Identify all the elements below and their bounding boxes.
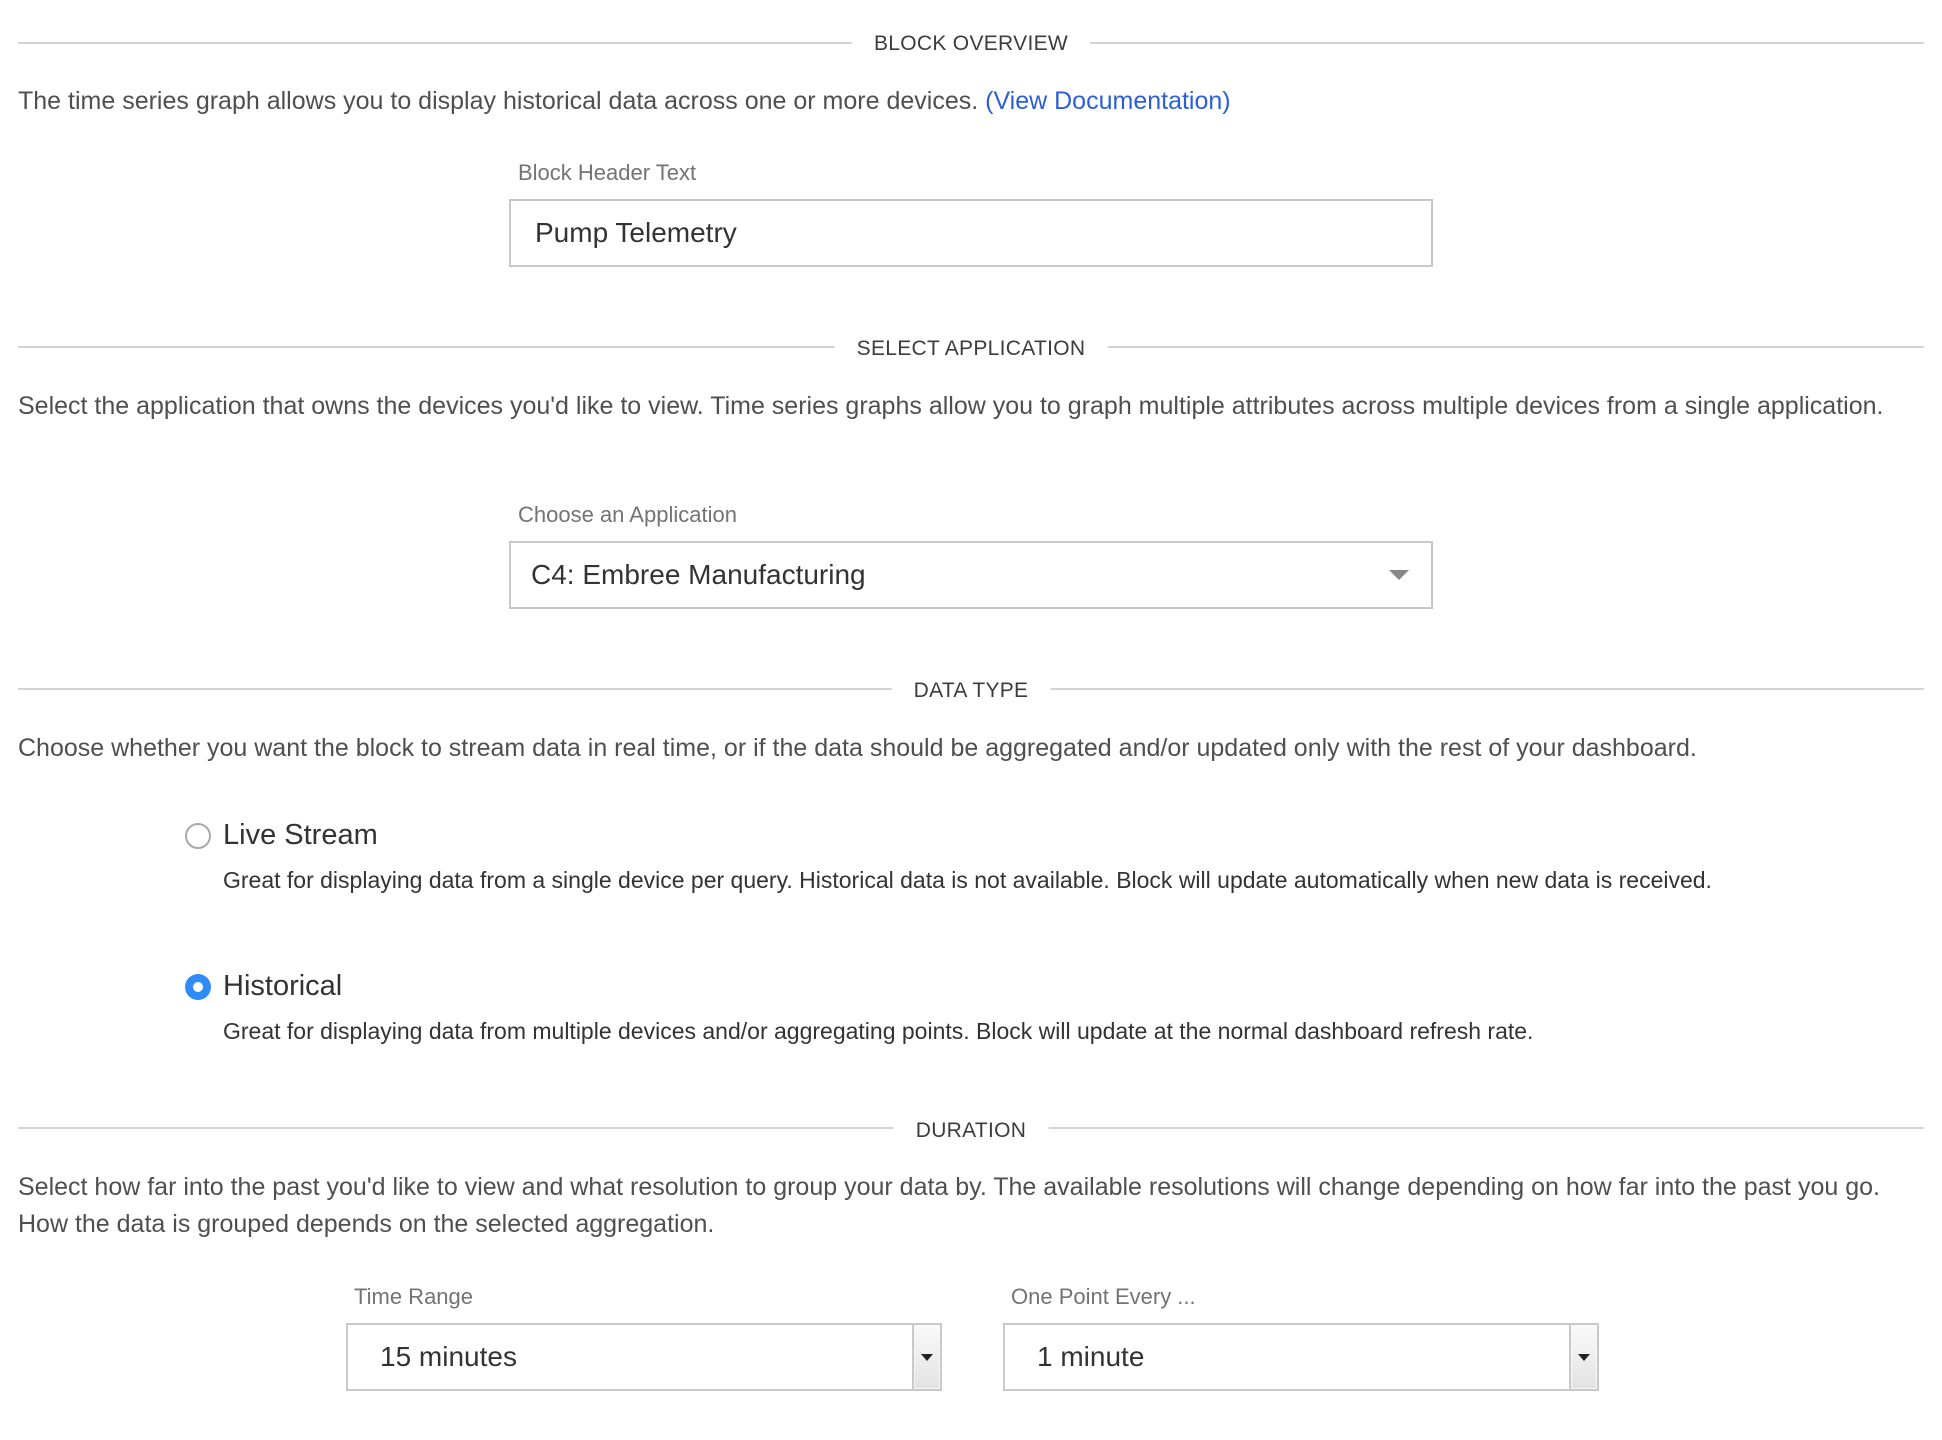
data-type-description: Choose whether you want the block to stream data in real time, or if the data should be aggregated and/or updated only with the rest of your dashboard. bbox=[18, 734, 1697, 762]
historical-description: Great for displaying data from multiple devices and/or aggregating points. Block will update at the normal dashboard refresh rate. bbox=[223, 1018, 1534, 1044]
view-documentation-link[interactable]: (View Documentation) bbox=[985, 87, 1231, 115]
application-select-value: C4: Embree Manufacturing bbox=[531, 559, 866, 590]
duration-description: Select how far into the past you'd like to view and what resolution to group your data by. The available resolutions will change depending on how far into the past you go. How the data is grouped depends on the selected aggregation. bbox=[18, 1173, 1880, 1238]
live-stream-label[interactable]: Live Stream bbox=[223, 819, 378, 851]
section-title-duration: DURATION bbox=[894, 1119, 1049, 1143]
resolution-select[interactable] bbox=[1003, 1323, 1599, 1391]
resolution-label: One Point Every ... bbox=[1011, 1284, 1196, 1309]
chevron-down-icon bbox=[1389, 570, 1409, 580]
resolution-value: 1 minute bbox=[1037, 1341, 1145, 1372]
resolution-dropdown-button[interactable] bbox=[1569, 1325, 1597, 1389]
historical-label[interactable]: Historical bbox=[223, 970, 343, 1002]
chevron-down-icon bbox=[1578, 1354, 1590, 1361]
time-range-dropdown-button[interactable] bbox=[912, 1325, 940, 1389]
time-range-value: 15 minutes bbox=[380, 1341, 517, 1372]
time-range-label: Time Range bbox=[354, 1284, 474, 1309]
select-application-description: Select the application that owns the devices you'd like to view. Time series graphs allow you to graph multiple attributes across multiple devices from a single application. bbox=[18, 392, 1884, 420]
section-title-data-type: DATA TYPE bbox=[892, 679, 1051, 703]
section-title-select-application: SELECT APPLICATION bbox=[835, 337, 1108, 361]
block-header-label: Block Header Text bbox=[518, 160, 697, 185]
block-overview-text: The time series graph allows you to display historical data across one or more devices. bbox=[18, 87, 979, 115]
section-title-block-overview: BLOCK OVERVIEW bbox=[852, 32, 1090, 56]
live-stream-description: Great for displaying data from a single device per query. Historical data is not available. Block will update automatically when new data is received. bbox=[223, 867, 1712, 893]
time-range-select[interactable] bbox=[346, 1323, 942, 1391]
live-stream-radio[interactable] bbox=[185, 823, 211, 849]
block-overview-description bbox=[18, 83, 1918, 120]
historical-radio[interactable] bbox=[185, 974, 211, 1000]
chevron-down-icon bbox=[921, 1354, 933, 1361]
block-header-input[interactable] bbox=[509, 199, 1433, 267]
application-select[interactable] bbox=[509, 541, 1433, 609]
application-label: Choose an Application bbox=[518, 502, 737, 527]
